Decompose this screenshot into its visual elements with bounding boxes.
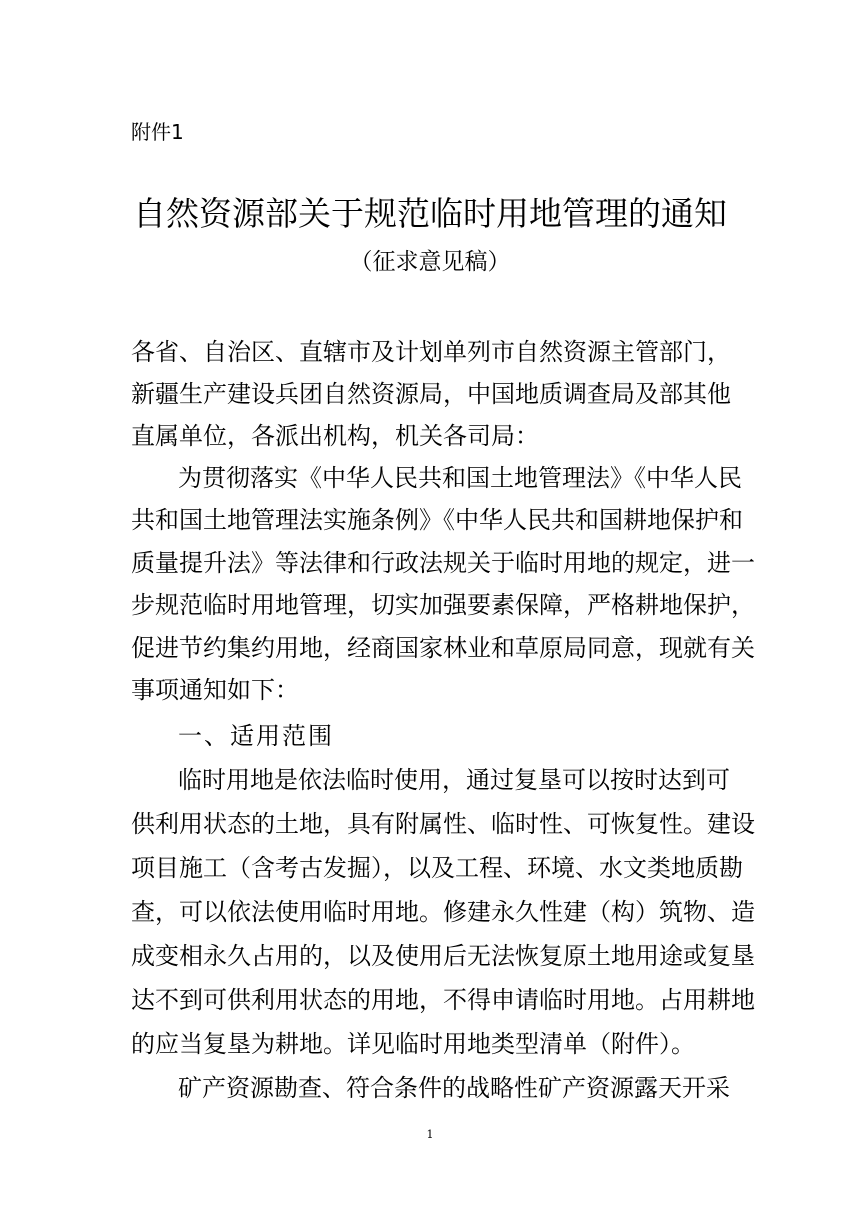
body-line: 项目施工（含考古发掘），以及工程、环境、水文类地质勘 (131, 854, 743, 882)
page-number: 1 (426, 1128, 434, 1141)
body-line: 促进节约集约用地，经商国家林业和草原局同意，现就有关 (131, 634, 755, 662)
document-title: 自然资源部关于规范临时用地管理的通知 (133, 194, 727, 233)
body-line: 达不到可供利用状态的用地，不得申请临时用地。占用耕地 (131, 986, 755, 1014)
body-line: 事项通知如下： (131, 676, 299, 704)
body-line: 共和国土地管理法实施条例》《中华人民共和国耕地保护和 (131, 506, 743, 534)
body-line: 直属单位，各派出机构，机关各司局： (131, 422, 539, 450)
section-heading: 一、适用范围 (178, 722, 334, 750)
body-line: 新疆生产建设兵团自然资源局，中国地质调查局及部其他 (131, 380, 731, 408)
body-line: 矿产资源勘查、符合条件的战略性矿产资源露天开采 (178, 1074, 730, 1102)
body-line: 步规范临时用地管理，切实加强要素保障，严格耕地保护， (131, 591, 755, 619)
document-subtitle: （征求意见稿） (349, 249, 511, 275)
body-line: 各省、自治区、直辖市及计划单列市自然资源主管部门， (131, 338, 731, 366)
body-line: 为贯彻落实《中华人民共和国土地管理法》《中华人民 (178, 464, 742, 492)
body-line: 的应当复垦为耕地。详见临时用地类型清单（附件）。 (131, 1030, 695, 1058)
body-line: 成变相永久占用的，以及使用后无法恢复原土地用途或复垦 (131, 942, 755, 970)
body-line: 质量提升法》等法律和行政法规关于临时用地的规定，进一 (131, 549, 755, 577)
body-line: 供利用状态的土地，具有附属性、临时性、可恢复性。建设 (131, 810, 755, 838)
body-line: 查，可以依法使用临时用地。修建永久性建（构）筑物、造 (131, 898, 755, 926)
attachment-label: 附件1 (131, 120, 184, 144)
body-line: 临时用地是依法临时使用，通过复垦可以按时达到可 (178, 766, 730, 794)
